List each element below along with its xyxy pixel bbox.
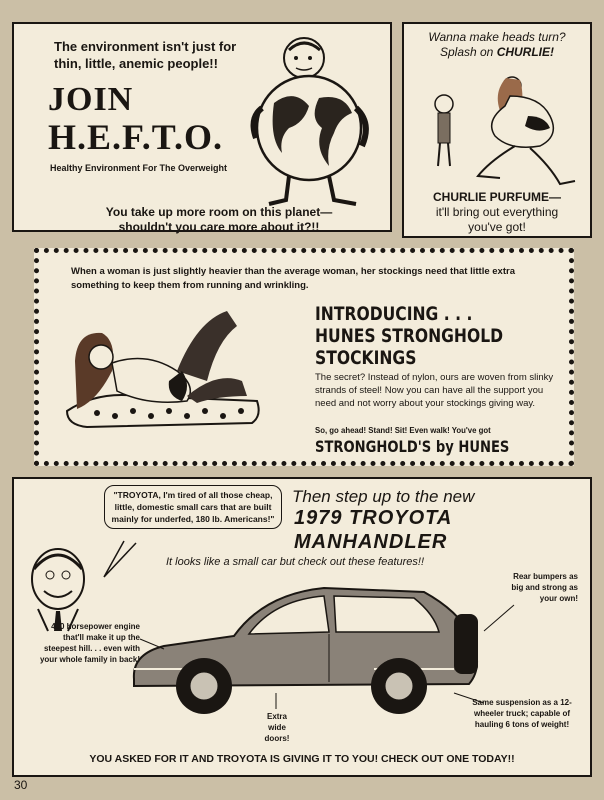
troyota-footer: YOU ASKED FOR IT AND TROYOTA IS GIVING IT TO YOU! CHECK OUT ONE TODAY!! <box>89 753 515 765</box>
hefto-tagline: The environment isn't just for thin, little, anemic people!! <box>54 39 237 71</box>
hefto-join-heading: JOIN <box>48 81 134 118</box>
hunes-heading <box>315 303 544 369</box>
hunes-brand: STRONGHOLD'S by HUNES <box>315 437 510 456</box>
troyota-subhead: It looks like a small car but check out these features!! <box>166 556 425 568</box>
callout-leader-lines <box>14 479 594 779</box>
hefto-ad-panel <box>12 22 392 232</box>
hunes-cta-text: So, go ahead! Stand! Sit! Even walk! You've got <box>315 426 491 435</box>
hefto-closing-text: You take up more room on this planet—shouldn't you care more about it?!! <box>105 205 333 234</box>
globe-man-illustration <box>234 28 394 208</box>
churlie-tagline: it'll bring out everything you've got! <box>435 205 559 234</box>
callout-rear-bumpers: Rear bumpers as big and strong as your own! <box>511 572 578 603</box>
reclining-woman-illustration <box>57 301 267 441</box>
hefto-expansion: Healthy Environment For The Overweight <box>50 163 228 173</box>
callout-engine: 400 horsepower engine that'll make it up the steepest hill. . . even with your whole family in back! <box>39 622 140 664</box>
troyota-headline-model-year: 1979 TROYOTA <box>294 507 453 529</box>
churlie-ad-panel <box>402 22 592 238</box>
speech-bubble-text: "TROYOTA, I'm tired of all those cheap, little, domestic small cars that are built mainly for underfed, 180 lb. Americans!" <box>111 490 275 524</box>
troyota-ad-panel <box>12 477 592 777</box>
hunes-heading-line2: HUNES STRONGHOLD <box>315 325 504 347</box>
churlie-illustration <box>410 66 590 186</box>
hunes-ad-panel <box>34 248 574 466</box>
hunes-heading-line1: INTRODUCING . . . <box>315 303 473 325</box>
hefto-acronym: H.E.F.T.O. <box>48 117 224 157</box>
churlie-headline-text: Wanna make heads turn? <box>428 30 566 44</box>
callout-wide-doors: Extra wide doors! <box>264 712 290 743</box>
churlie-brand: CHURLIE! <box>496 45 555 59</box>
troyota-headline-line1: Then step up to the new <box>292 487 475 506</box>
hunes-body-text: The secret? Instead of nylon, ours are woven from slinky strands of steel! Now you can have all the support you need and not worry about your stockings giving way. <box>315 372 554 409</box>
hunes-heading-line3: STOCKINGS <box>315 347 417 369</box>
churlie-bottom-text <box>404 190 590 235</box>
page-number: 30 <box>14 778 28 792</box>
troyota-headline-model-name: MANHANDLER <box>294 531 448 553</box>
churlie-splash-text: Splash on <box>439 45 494 59</box>
churlie-product-name: CHURLIE PURFUME— <box>433 190 561 204</box>
churlie-headline <box>404 30 590 60</box>
hunes-intro-text: When a woman is just slightly heavier than the average woman, her stockings need that little extra something to keep them from running and wrinkling. <box>71 266 515 291</box>
callout-suspension: Same suspension as a 12-wheeler truck; capable of hauling 6 tons of weight! <box>472 698 572 729</box>
